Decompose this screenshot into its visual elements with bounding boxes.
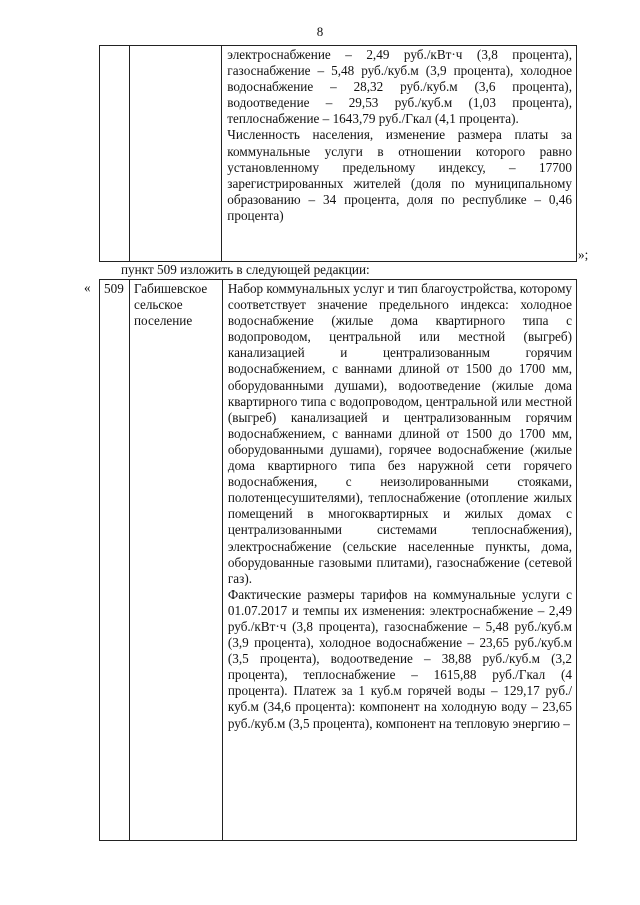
table-new-row bbox=[99, 279, 577, 841]
name-cell bbox=[129, 280, 222, 841]
page-number: 8 bbox=[316, 24, 324, 39]
tariff-paragraph: электроснабжение – 2,49 руб./кВт·ч (3,8 процента), газоснабжение – 5,48 руб./куб.м (3,9 процента), холодное водоснабжение – 28,32 руб./куб.м (3,6 процента), водоотведение – 29,53 руб./куб.м (1,03 процента), теплоснабжение – 1643,79 руб./Гкал (4,1 процента). bbox=[227, 47, 572, 127]
table-continued-row bbox=[99, 45, 577, 262]
text-cell bbox=[222, 46, 577, 262]
name-cell bbox=[129, 46, 221, 262]
text-cell bbox=[222, 280, 576, 841]
closing-quote: »; bbox=[578, 247, 589, 262]
row-number: 509 bbox=[104, 281, 124, 296]
opening-quote: « bbox=[84, 280, 91, 295]
services-paragraph: Набор коммунальных услуг и тип благоустройства, которому соответствует значение предельного индекса: холодное водоснабжение (жилые дома квартирного типа с водопроводом, центральной или местной (выгреб) канализацией и централизованным горячим водоснабжением, с ваннами длиной от 1500 до 1700 мм, оборудованными душами), водоотведение (жилые дома квартирного типа с водопроводом, центральной или местной (выгреб) канализацией и централизованным горячим водоснабжением, с ваннами длиной от 1500 до 1700 мм, оборудованными душами), горячее водоснабжение (жилые дома квартирного типа без наружной сети горячего водоснабжения, с неизолированными стояками, полотенцесушителями), теплоснабжение (отопление жилых помещений в многоквартирных и жилых домах с централизованными системами теплоснабжения), электроснабжение (сельские населенные пункты, дома, оборудованные газовыми плитами), газоснабжение (сетевой газ). bbox=[227, 281, 573, 586]
tariff-paragraph: Фактические размеры тарифов на коммунальные услуги с 01.07.2017 и темпы их изменения: электроснабжение – 2,49 руб./кВт·ч (3,8 процента), газоснабжение – 5,48 руб./куб.м (3,9 процента), холодное водоснабжение – 23,65 руб./куб.м (3,5 процента), водоотведение – 38,88 руб./куб.м (3,2 процента), теплоснабжение – 1615,88 руб./Гкал (4 процента). Платеж за 1 куб.м горячей воды – 129,17 руб./куб.м (34,6 процента): компонент на холодную воду – 23,65 руб./куб.м (3,5 процента), компонент на тепловую энергию – bbox=[227, 586, 572, 731]
table-row bbox=[100, 46, 577, 262]
settlement-name: Габишевское сельское поселение bbox=[133, 281, 208, 329]
number-cell bbox=[100, 280, 130, 841]
population-paragraph: Численность населения, изменение размера платы за коммунальные услуги в отношении которого равно установленному предельному индексу, – 17700 зарегистрированных жителей (доля по муниципальному образованию – 34 процента, доля по республике – 0,46 процента) bbox=[227, 127, 572, 223]
number-cell bbox=[100, 46, 130, 262]
table-row bbox=[100, 280, 577, 841]
amendment-instruction: пункт 509 изложить в следующей редакции: bbox=[121, 262, 370, 277]
